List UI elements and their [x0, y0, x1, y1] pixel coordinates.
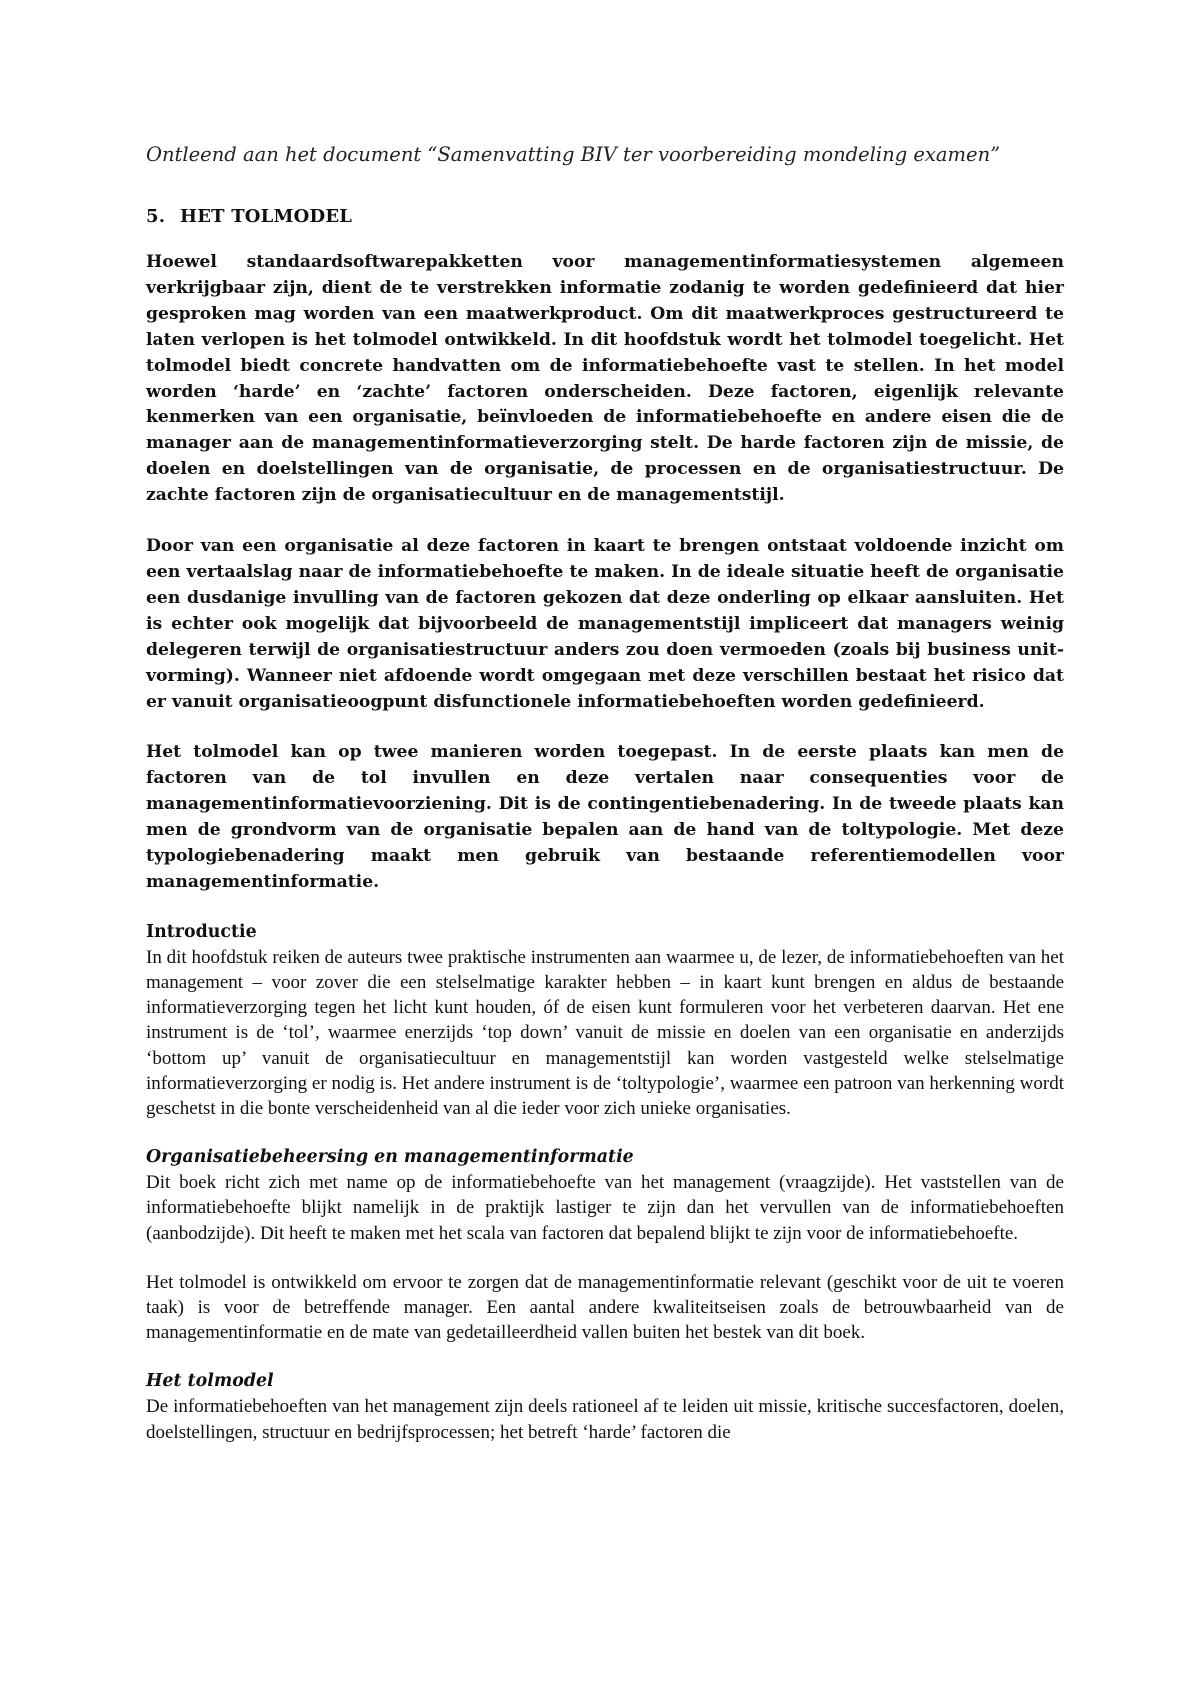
intro-paragraph-1: Hoewel standaardsoftwarepakketten voor managementinformatiesystemen algemeen verkrijgbaar zijn, dient de te verstrekken informatie zodanig te worden gedefinieerd dat hier gesproken mag worden van een maatwerkproduct. Om dit maatwerkproces gestructureerd te laten verlopen is het tolmodel ontwikkeld. In dit hoofdstuk wordt het tolmodel toegelicht. Het tolmodel biedt concrete handvatten om de informatiebehoefte vast te stellen. In het model worden ‘harde’ en ‘zachte’ factoren onderscheiden. Deze factoren, eigenlijk relevante kenmerken van een organisatie, beïnvloeden de informatiebehoefte en andere eisen die de manager aan de managementinformatieverzorging stelt. De harde factoren zijn de missie, de doelen en doelstellingen van de organisatie, de processen en de organisatiestructuur. De zachte factoren zijn de organisatiecultuur en de managementstijl. — [146, 252, 1064, 506]
section-title: HET TOLMODEL — [180, 206, 353, 227]
tolmodel-paragraph: De informatiebehoeften van het management zijn deels rationeel af te leiden uit missie, kritische succesfactoren, doelen, doelstellingen, structuur en bedrijfsprocessen; het betreft ‘harde’ factoren die — [146, 1396, 1064, 1443]
intro-paragraph-2: Door van een organisatie al deze factoren in kaart te brengen ontstaat voldoende inzicht om een vertaalslag naar de informatiebehoefte te maken. In de ideale situatie heeft de organisatie een dusdanige invulling van de factoren gekozen dat deze onderling op elkaar aansluiten. Het is echter ook mogelijk dat bijvoorbeeld de managementstijl impliceert dat managers weinig delegeren terwijl de organisatiestructuur anders zou doen vermoeden (zoals bij business unit-vorming). Wanneer niet afdoende wordt omgegaan met deze verschillen bestaat het risico dat er vanuit organisatieoogpunt disfunctionele informatiebehoeften worden gedefinieerd. — [146, 536, 1064, 712]
organisatiebeheersing-paragraph-2: Het tolmodel is ontwikkeld om ervoor te zorgen dat de managementinformatie relevant (geschikt voor de uit te voeren taak) is voor de betreffende manager. Een aantal andere kwaliteitseisen zoals de betrouwbaarheid van de managementinformatie en de mate van gedetailleerdheid vallen buiten het bestek van dit boek. — [146, 1271, 1064, 1344]
organisatiebeheersing-paragraph-1: Dit boek richt zich met name op de informatiebehoefte van het management (vraagzijde). Het vaststellen van de informatiebehoefte blijkt namelijk in de praktijk lastiger te zijn dan het vervullen van de informatiebehoeften (aanbodzijde). Dit heeft te maken met het scala van factoren dat bepalend blijkt te zijn voor de informatiebehoefte. — [146, 1172, 1064, 1244]
introductie-heading: Introductie — [146, 921, 257, 942]
source-note: Ontleend aan het document “Samenvatting BIV ter voorbereiding mondeling examen” — [146, 143, 1001, 166]
section-heading — [146, 203, 1064, 231]
intro-paragraph-3: Het tolmodel kan op twee manieren worden toegepast. In de eerste plaats kan men de factoren van de tol invullen en deze vertalen naar consequenties voor de managementinformatievoorziening. Dit is de contingentiebenadering. In de tweede plaats kan men de grondvorm van de organisatie bepalen aan de hand van de toltypologie. Met deze typologiebenadering maakt men gebruik van bestaande referentiemodellen voor managementinformatie. — [146, 742, 1064, 892]
section-number: 5. — [146, 206, 166, 227]
tolmodel-heading: Het tolmodel — [146, 1371, 274, 1392]
introductie-paragraph: In dit hoofdstuk reiken de auteurs twee praktische instrumenten aan waarmee u, de lezer, de informatiebehoeften van het management – voor zover die een stelselmatige karakter hebben – in kaart kunt brengen en aldus de bestaande informatieverzorging tegen het licht kunt houden, óf de eisen kunt formuleren voor het verbeteren daarvan. Het ene instrument is de ‘tol’, waarmee enerzijds ‘top down’ vanuit de missie en doelen van een organisatie en anderzijds ‘bottom up’ vanuit de organisatiecultuur en managementstijl kan worden vastgesteld welke stelselmatige informatieverzorging er nodig is. Het andere instrument is de ‘toltypologie’, waarmee een patroon van herkenning wordt geschetst in die bonte verscheidenheid van al die ieder voor zich unieke organisaties. — [146, 946, 1064, 1120]
organisatiebeheersing-heading: Organisatiebeheersing en managementinformatie — [146, 1147, 634, 1168]
document-page — [146, 140, 1064, 1469]
